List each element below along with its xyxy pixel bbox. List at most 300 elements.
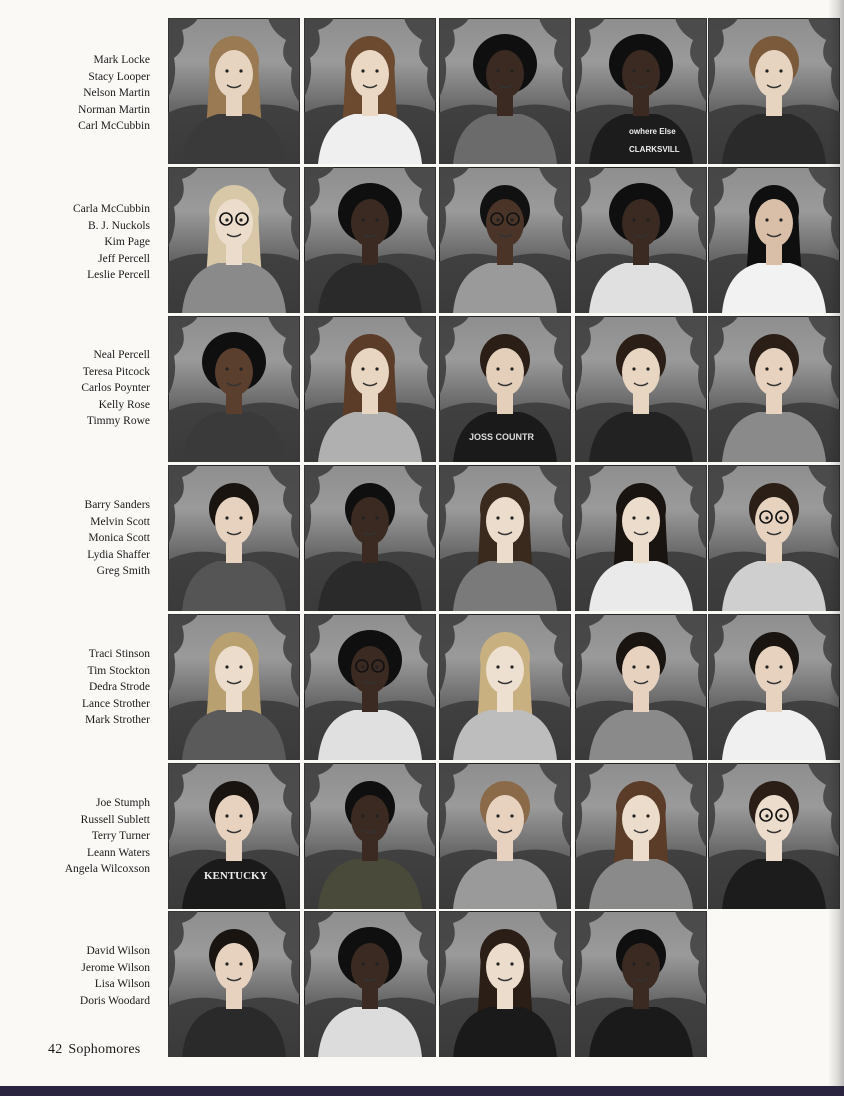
student-portrait [575,911,707,1057]
backdrop-tree [304,911,334,991]
face [755,199,793,247]
face [215,497,253,545]
eye [225,367,228,370]
neck [497,543,513,563]
eye [375,367,378,370]
neck [497,989,513,1009]
eye [225,665,228,668]
page-number: 42 [48,1042,63,1057]
page-bottom-edge [0,1086,844,1096]
student-name: Barry Sanders [84,499,150,511]
student-portrait [304,316,436,462]
face [215,795,253,843]
student-portrait [439,911,571,1057]
face [486,646,524,694]
backdrop-tree [268,167,300,252]
student-portrait [439,763,571,909]
face [351,497,389,545]
eye [361,665,364,668]
backdrop-tree [539,465,571,550]
eye [765,69,768,72]
eye [632,665,635,668]
student-portrait [439,614,571,760]
face [351,348,389,396]
eye [646,367,649,370]
eye [361,367,364,370]
eye [361,814,364,817]
backdrop-tree [439,465,469,545]
eye [496,516,499,519]
eye [779,367,782,370]
backdrop-tree [268,614,300,699]
neck [226,394,242,414]
portrait-drawing [575,614,707,760]
backdrop-tree [304,763,334,843]
eye [375,516,378,519]
student-portrait [575,18,707,164]
neck [766,841,782,861]
student-name: Traci Stinson [88,648,150,660]
neck [226,543,242,563]
backdrop-tree [268,465,300,550]
face [215,943,253,991]
student-portrait [439,316,571,462]
face [622,795,660,843]
student-portrait [575,614,707,760]
name-list [78,52,150,135]
face [351,199,389,247]
eye [496,665,499,668]
face [351,943,389,991]
backdrop-tree [168,167,198,247]
backdrop-tree [539,763,571,848]
face [215,348,253,396]
student-name: Lisa Wilson [94,978,150,990]
portrait-drawing [439,911,571,1057]
portrait-drawing [708,465,840,611]
student-name: Joe Stumph [96,797,150,809]
eye [496,69,499,72]
backdrop-tree [268,911,300,996]
eye [779,516,782,519]
student-portrait [439,167,571,313]
portrait-drawing [304,465,436,611]
student-name: Doris Woodard [79,994,150,1007]
portrait-drawing [168,911,300,1057]
student-portrait [304,763,436,909]
backdrop-tree [675,465,707,550]
eye [361,516,364,519]
portrait-drawing [304,911,436,1057]
student-portrait [304,167,436,313]
backdrop-tree [404,167,436,252]
student-portrait [439,18,571,164]
backdrop-tree [168,18,198,98]
portrait-drawing [575,18,707,164]
neck [633,692,649,712]
portrait-row [0,763,844,910]
student-name: Carlos Poynter [81,382,150,394]
backdrop-tree [675,316,707,401]
student-name: Tim Stockton [87,664,150,677]
student-name: Teresa Pitcock [82,365,150,378]
backdrop-tree [708,18,738,98]
neck [497,841,513,861]
neck [362,394,378,414]
eye [646,665,649,668]
student-portrait [708,614,840,760]
eye [779,814,782,817]
portrait-drawing [575,316,707,462]
eye [375,218,378,221]
neck [362,245,378,265]
backdrop-tree [675,763,707,848]
eye [765,218,768,221]
eye [375,69,378,72]
portrait-drawing [168,18,300,164]
student-portrait [168,18,300,164]
portrait-drawing [708,763,840,909]
eye [496,218,499,221]
backdrop-tree [539,316,571,401]
eye [632,367,635,370]
portrait-drawing [575,763,707,909]
neck [362,543,378,563]
student-name: Carl McCubbin [78,120,150,132]
backdrop-tree [439,18,469,98]
portrait-drawing [575,465,707,611]
eye [225,814,228,817]
student-portrait [708,465,840,611]
neck [497,245,513,265]
student-name: Jerome Wilson [81,961,150,974]
backdrop-tree [404,18,436,103]
backdrop-tree [304,614,334,694]
student-name: Greg Smith [96,565,150,577]
eye [646,516,649,519]
name-list [80,943,150,1009]
backdrop-tree [539,167,571,252]
eye [765,516,768,519]
neck [362,989,378,1009]
portrait-drawing [439,614,571,760]
eye [239,962,242,965]
student-name: David Wilson [86,945,150,957]
neck [226,96,242,116]
student-portrait [168,465,300,611]
student-name: Leslie Percell [87,269,150,281]
eye [510,367,513,370]
eye [779,665,782,668]
portrait-drawing [439,316,571,462]
face [215,646,253,694]
student-name: Angela Wilcoxson [64,863,150,875]
portrait-drawing [575,911,707,1057]
eye [361,218,364,221]
student-portrait [575,316,707,462]
portrait-row [0,911,844,1058]
portrait-drawing [439,167,571,313]
backdrop-tree [404,316,436,401]
portrait-drawing [168,465,300,611]
backdrop-tree [539,911,571,996]
student-portrait [168,911,300,1057]
eye [239,218,242,221]
student-name: Terry Turner [91,830,150,842]
eye [375,962,378,965]
eye [765,665,768,668]
student-name: Kim Page [104,236,150,248]
eye [510,962,513,965]
backdrop-tree [675,18,707,103]
student-portrait [304,614,436,760]
neck [766,245,782,265]
eye [496,367,499,370]
backdrop-tree [708,614,738,694]
eye [632,962,635,965]
eye [361,69,364,72]
student-name: Leann Waters [86,846,150,859]
backdrop-tree [575,911,605,991]
backdrop-tree [675,167,707,252]
name-list [85,497,150,580]
backdrop-tree [268,18,300,103]
face [215,50,253,98]
portrait-drawing [575,167,707,313]
portrait-row [0,18,844,165]
face [622,646,660,694]
neck [226,841,242,861]
student-name: Lydia Shaffer [87,548,150,561]
student-name: Neal Percell [93,349,150,361]
neck [362,841,378,861]
name-list [73,201,150,284]
backdrop-tree [575,316,605,396]
portrait-drawing [708,18,840,164]
neck [362,692,378,712]
backdrop-tree [575,614,605,694]
face [622,199,660,247]
face [622,50,660,98]
backdrop-tree [439,911,469,991]
portrait-row [0,614,844,761]
neck [766,543,782,563]
face [486,497,524,545]
portrait-drawing [708,614,840,760]
student-portrait [708,167,840,313]
name-list [65,795,150,878]
backdrop-tree [439,614,469,694]
portrait-drawing [168,316,300,462]
eye [646,69,649,72]
name-list [82,646,150,729]
student-portrait [304,465,436,611]
face [486,795,524,843]
face [755,50,793,98]
backdrop-tree [168,911,198,991]
backdrop-tree [404,614,436,699]
neck [497,394,513,414]
eye [225,516,228,519]
student-portrait [575,763,707,909]
student-name: Norman Martin [78,103,150,116]
neck [633,394,649,414]
backdrop-tree [708,167,738,247]
eye [510,516,513,519]
student-portrait [708,763,840,909]
backdrop-tree [404,911,436,996]
neck [633,245,649,265]
eye [239,814,242,817]
eye [646,218,649,221]
portrait-row [0,465,844,612]
backdrop-tree [539,18,571,103]
backdrop-tree [304,316,334,396]
backdrop-tree [304,18,334,98]
portrait-drawing [304,18,436,164]
portrait-drawing [708,167,840,313]
eye [779,69,782,72]
student-name: Russell Sublett [80,813,150,826]
eye [375,665,378,668]
eye [375,814,378,817]
eye [632,69,635,72]
student-portrait [575,465,707,611]
backdrop-tree [575,763,605,843]
backdrop-tree [675,911,707,996]
eye [225,69,228,72]
eye [510,218,513,221]
eye [632,218,635,221]
face [755,646,793,694]
backdrop-tree [304,167,334,247]
eye [239,367,242,370]
backdrop-tree [404,763,436,848]
backdrop-tree [575,167,605,247]
neck [226,989,242,1009]
student-portrait [168,614,300,760]
backdrop-tree [304,465,334,545]
student-portrait [304,18,436,164]
eye [239,516,242,519]
eye [361,962,364,965]
student-name: Stacy Looper [88,70,150,83]
student-name: Monica Scott [88,532,150,544]
eye [496,814,499,817]
neck [497,96,513,116]
backdrop-tree [168,614,198,694]
portrait-drawing [708,316,840,462]
portrait-drawing [439,763,571,909]
portrait-drawing [304,763,436,909]
student-name: Lance Strother [81,697,150,710]
face [755,348,793,396]
eye [225,962,228,965]
name-list [81,347,150,430]
face [622,497,660,545]
eye [779,218,782,221]
student-name: Carla McCubbin [73,203,150,215]
portrait-drawing [439,465,571,611]
eye [765,367,768,370]
student-portrait [575,167,707,313]
backdrop-tree [575,18,605,98]
neck [766,394,782,414]
neck [226,245,242,265]
page-binding-shadow [828,0,844,1096]
portrait-drawing [168,614,300,760]
eye [510,665,513,668]
neck [362,96,378,116]
eye [239,665,242,668]
neck [633,989,649,1009]
backdrop-tree [168,316,198,396]
eye [632,516,635,519]
backdrop-tree [439,167,469,247]
eye [239,69,242,72]
backdrop-tree [708,465,738,545]
student-name: B. J. Nuckols [88,219,150,232]
eye [496,962,499,965]
backdrop-tree [439,316,469,396]
student-portrait [304,911,436,1057]
student-portrait [168,167,300,313]
face [486,50,524,98]
student-name: Jeff Percell [98,252,150,265]
student-portrait [708,18,840,164]
shirt-print: owhere Else [629,127,676,136]
student-name: Mark Strother [85,714,150,726]
backdrop-tree [539,614,571,699]
portrait-row [0,167,844,314]
backdrop-tree [708,763,738,843]
neck [766,692,782,712]
student-name: Melvin Scott [90,515,150,528]
student-portrait [168,316,300,462]
student-name: Dedra Strode [89,681,150,693]
backdrop-tree [404,465,436,550]
eye [225,218,228,221]
neck [766,96,782,116]
portrait-drawing [439,18,571,164]
backdrop-tree [439,763,469,843]
portrait-drawing [304,316,436,462]
backdrop-tree [168,465,198,545]
student-name: Timmy Rowe [86,415,150,427]
portrait-row [0,316,844,463]
face [486,943,524,991]
eye [765,814,768,817]
backdrop-tree [268,316,300,401]
student-portrait [439,465,571,611]
portrait-drawing [168,763,300,909]
neck [633,543,649,563]
neck [633,841,649,861]
page-footer [48,1042,146,1058]
student-portrait [708,316,840,462]
portrait-drawing [304,614,436,760]
shirt-print: KENTUCKY [204,870,268,882]
student-name: Kelly Rose [98,398,150,411]
neck [497,692,513,712]
portrait-drawing [304,167,436,313]
shirt-print: JOSS COUNTR [469,432,535,442]
backdrop-tree [575,465,605,545]
student-name: Nelson Martin [83,87,150,99]
shirt-print: CLARKSVILL [629,145,680,154]
student-name: Mark Locke [93,54,150,66]
backdrop-tree [708,316,738,396]
